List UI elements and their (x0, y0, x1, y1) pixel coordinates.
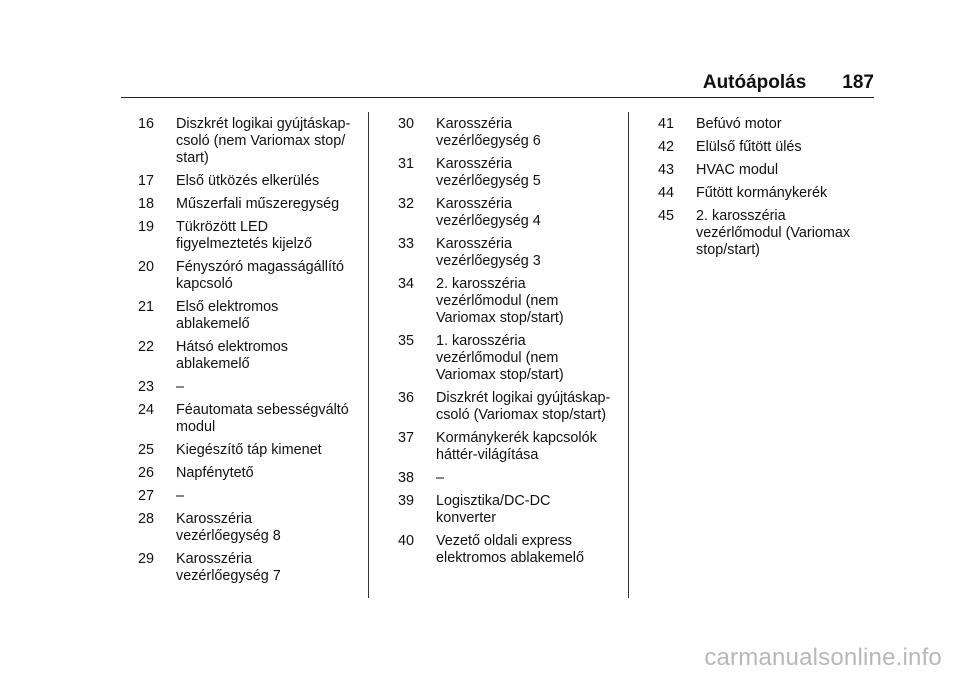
list-item (398, 333, 618, 384)
item-text: HVAC modul (696, 162, 779, 178)
item-number: 32 (398, 196, 415, 212)
item-text: Első elektromos ablakemelő (176, 299, 279, 332)
item-number: 19 (138, 219, 155, 235)
item-text: Hátsó elektromos ablakemelő (176, 339, 288, 372)
item-text: Karosszéria vezérlőegység 6 (436, 116, 541, 149)
item-text: – (176, 379, 185, 395)
list-item (398, 390, 618, 424)
item-number: 20 (138, 259, 155, 275)
item-number: 18 (138, 196, 155, 212)
item-text: Napfénytető (176, 465, 254, 481)
list-item (398, 116, 618, 150)
item-number: 16 (138, 116, 155, 132)
item-number: 43 (658, 162, 675, 178)
list-item (138, 299, 358, 333)
item-number: 25 (138, 442, 155, 458)
list-item (138, 116, 358, 167)
item-text: Karosszéria vezérlőegység 3 (436, 236, 541, 269)
item-number: 22 (138, 339, 155, 355)
item-text: – (436, 470, 445, 486)
item-number: 39 (398, 493, 415, 509)
item-number: 41 (658, 116, 675, 132)
item-number: 38 (398, 470, 415, 486)
list-item (398, 196, 618, 230)
item-text: – (176, 488, 185, 504)
section-title: Autóápolás (702, 72, 807, 93)
item-text: Befúvó motor (696, 116, 782, 132)
item-number: 45 (658, 208, 675, 224)
list-item (138, 219, 358, 253)
item-text: Vezető oldali express elektromos ablakemelő (436, 533, 584, 566)
item-text: Karosszéria vezérlőegység 4 (436, 196, 541, 229)
list-item (138, 551, 358, 585)
item-number: 35 (398, 333, 415, 349)
list-item (138, 511, 358, 545)
fuse-list-column-2 (398, 116, 618, 573)
list-item (398, 156, 618, 190)
list-item (658, 139, 878, 156)
item-number: 31 (398, 156, 415, 172)
item-number: 33 (398, 236, 415, 252)
column-divider (368, 112, 369, 598)
column-divider (628, 112, 629, 598)
item-text: Kormánykerék kapcsolók háttér-világítása (436, 430, 597, 463)
list-item (138, 402, 358, 436)
list-item (398, 430, 618, 464)
item-text: Féautomata sebességváltó modul (176, 402, 349, 435)
item-number: 37 (398, 430, 415, 446)
item-text: Kiegészítő táp kimenet (176, 442, 322, 458)
watermark: carmanualsonline.info (704, 644, 942, 671)
item-number: 27 (138, 488, 155, 504)
item-text: Karosszéria vezérlőegység 7 (176, 551, 281, 584)
list-item (398, 236, 618, 270)
list-item (398, 493, 618, 527)
page-number: 187 (842, 72, 874, 93)
list-item (398, 533, 618, 567)
item-number: 23 (138, 379, 155, 395)
list-item (138, 465, 358, 482)
item-text: Elülső fűtött ülés (696, 139, 802, 155)
item-number: 40 (398, 533, 415, 549)
item-number: 44 (658, 185, 675, 201)
list-item (138, 259, 358, 293)
list-item (658, 162, 878, 179)
item-text: Fűtött kormánykerék (696, 185, 828, 201)
list-item (398, 276, 618, 327)
item-number: 28 (138, 511, 155, 527)
list-item (138, 488, 358, 505)
item-number: 36 (398, 390, 415, 406)
item-text: 2. karosszéria vezérlőmodul (Variomax stop/start) (696, 208, 851, 258)
list-item (138, 442, 358, 459)
list-item (658, 116, 878, 133)
item-number: 26 (138, 465, 155, 481)
list-item (398, 470, 618, 487)
item-text: Tükrözött LED figyelmeztetés kijelző (176, 219, 312, 252)
item-number: 42 (658, 139, 675, 155)
item-text: Logisztika/DC-DC konverter (436, 493, 551, 526)
list-item (138, 173, 358, 190)
item-text: Műszerfali műszeregység (176, 196, 340, 212)
item-number: 24 (138, 402, 155, 418)
item-number: 34 (398, 276, 415, 292)
list-item (138, 379, 358, 396)
list-item (138, 196, 358, 213)
item-number: 21 (138, 299, 155, 315)
item-text: Karosszéria vezérlőegység 5 (436, 156, 541, 189)
list-item (658, 208, 878, 259)
item-text: 1. karosszéria vezérlőmodul (nem Variomax stop/start) (436, 333, 564, 383)
list-item (658, 185, 878, 202)
item-text: Diszkrét logikai gyújtáskap- csoló (nem Variomax stop/ start) (176, 116, 351, 166)
header-rule (121, 97, 874, 98)
item-text: Karosszéria vezérlőegység 8 (176, 511, 281, 544)
item-number: 29 (138, 551, 155, 567)
item-text: Első ütközés elkerülés (176, 173, 320, 189)
list-item (138, 339, 358, 373)
item-text: 2. karosszéria vezérlőmodul (nem Variomax stop/start) (436, 276, 564, 326)
fuse-list-column-1 (138, 116, 358, 591)
item-text: Diszkrét logikai gyújtáskap- csoló (Variomax stop/start) (436, 390, 611, 423)
page-header (703, 72, 874, 94)
fuse-list-column-3 (658, 116, 878, 265)
item-text: Fényszóró magasságállító kapcsoló (176, 259, 344, 292)
item-number: 30 (398, 116, 415, 132)
item-number: 17 (138, 173, 155, 189)
